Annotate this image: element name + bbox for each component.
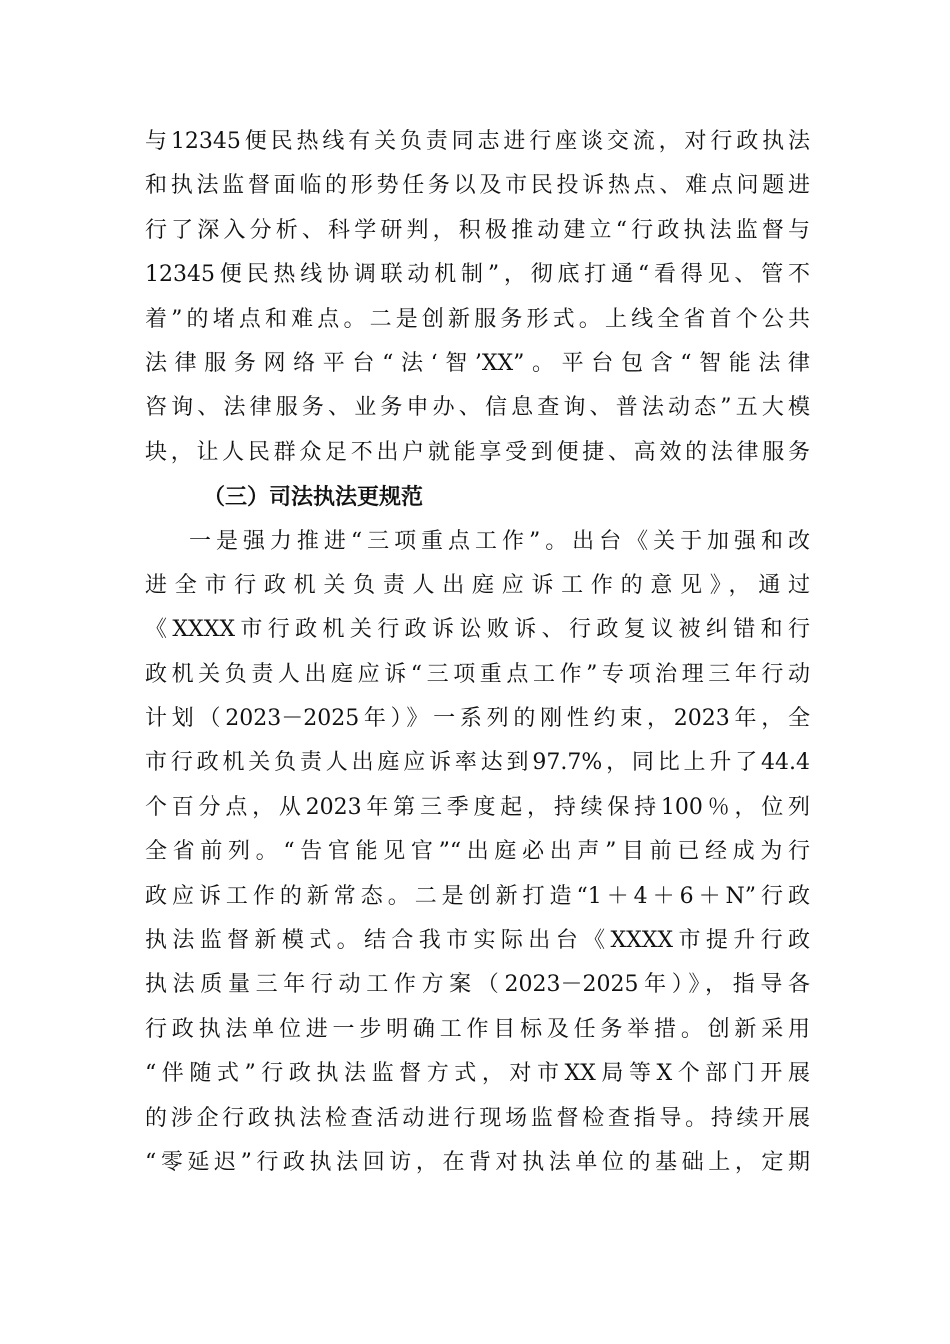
text-line: 着”的堵点和难点。二是创新服务形式。上线全省首个公共 xyxy=(145,306,810,332)
document-body xyxy=(145,120,810,1185)
text-line: 执法监督新模式。结合我市实际出台《XXXX市提升行政 xyxy=(145,928,810,954)
text-line: “伴随式”行政执法监督方式，对市XX局等X个部门开展 xyxy=(145,1061,810,1087)
text-line: 的涉企行政执法检查活动进行现场监督检查指导。持续开展 xyxy=(145,1105,810,1131)
text-line: 块，让人民群众足不出户就能享受到便捷、高效的法律服务 xyxy=(145,439,810,465)
text-line: 计划（2023－2025年）》一系列的刚性约束，2023年，全 xyxy=(145,706,810,732)
section-heading: （三）司法执法更规范 xyxy=(203,484,424,511)
text-line: 与12345便民热线有关负责同志进行座谈交流，对行政执法 xyxy=(145,129,810,154)
text-line: “零延迟”行政执法回访，在背对执法单位的基础上，定期 xyxy=(145,1149,810,1175)
text-line: 咨询、法律服务、业务申办、信息查询、普法动态”五大模 xyxy=(145,395,810,421)
text-line: 行政执法单位进一步明确工作目标及任务举措。创新采用 xyxy=(145,1016,810,1042)
text-line: 政机关负责人出庭应诉“三项重点工作”专项治理三年行动 xyxy=(145,661,810,687)
text-line: 全省前列。“告官能见官”“出庭必出声”目前已经成为行 xyxy=(145,839,810,865)
text-line: 12345便民热线协调联动机制”，彻底打通“看得见、管不 xyxy=(145,262,810,288)
text-line: 个百分点，从2023年第三季度起，持续保持100％，位列 xyxy=(145,794,810,820)
text-line: 行了深入分析、科学研判，积极推动建立“行政执法监督与 xyxy=(145,217,810,243)
text-line: 执法质量三年行动工作方案（2023－2025年）》，指导各 xyxy=(145,972,810,998)
paragraph-first-line: 一是强力推进“三项重点工作”。出台《关于加强和改 xyxy=(189,528,810,554)
text-line: 和执法监督面临的形势任务以及市民投诉热点、难点问题进 xyxy=(145,173,810,199)
text-line: 进全市行政机关负责人出庭应诉工作的意见》，通过 xyxy=(145,572,810,598)
text-line: 《XXXX市行政机关行政诉讼败诉、行政复议被纠错和行 xyxy=(145,617,810,643)
text-line: 政应诉工作的新常态。二是创新打造“1＋4＋6＋N”行政 xyxy=(145,883,810,909)
text-line: 市行政机关负责人出庭应诉率达到97.7%，同比上升了44.4 xyxy=(145,750,810,776)
text-line: 法律服务网络平台“法‘智’XX”。平台包含“智能法律 xyxy=(145,350,810,376)
